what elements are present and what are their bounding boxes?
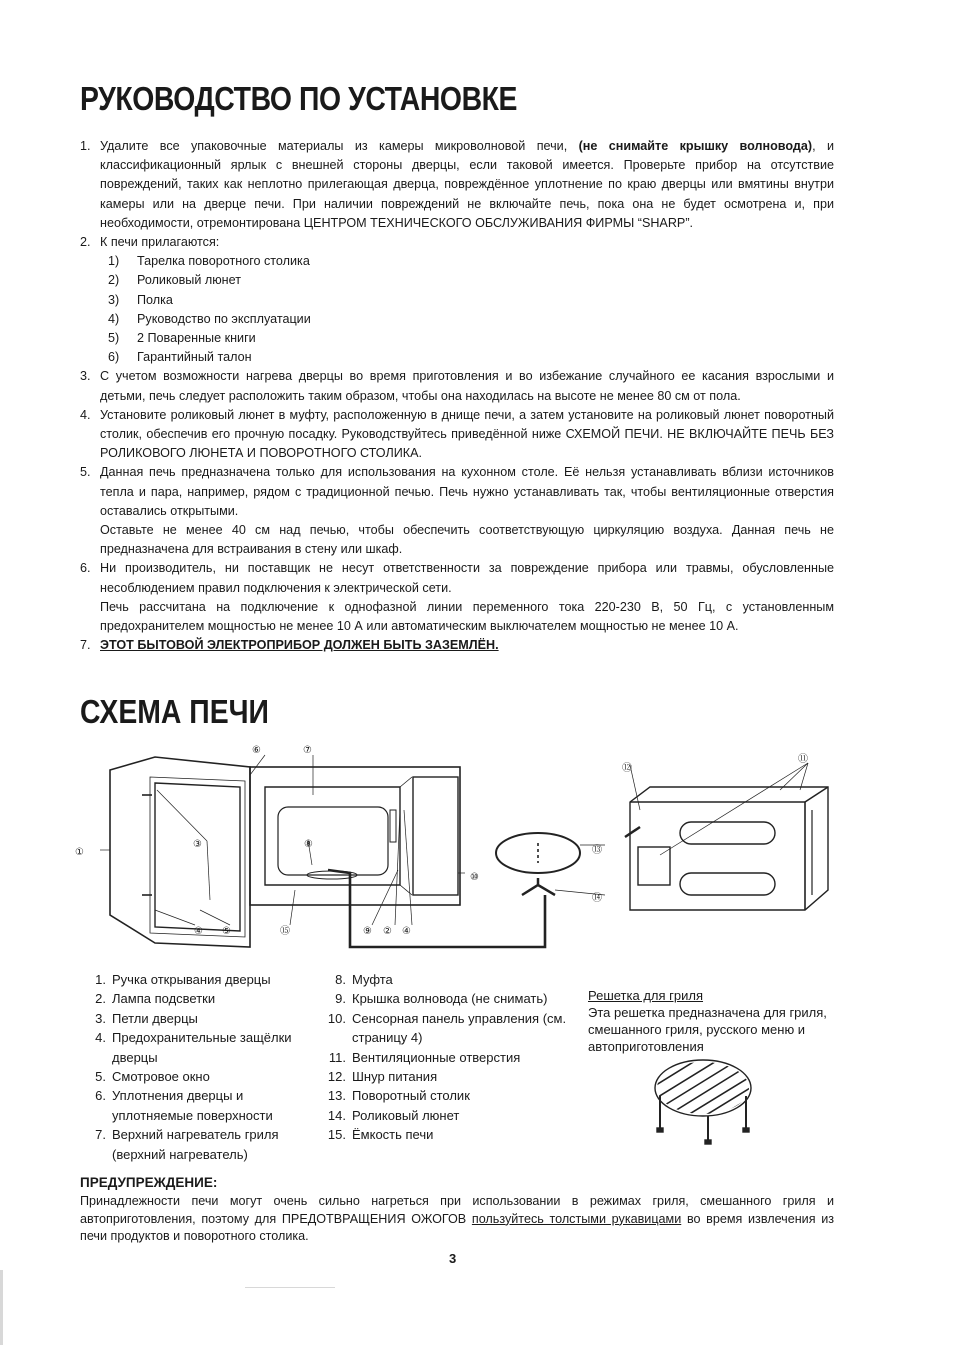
install-item-2: 2. К печи прилагаются: 1) Тарелка поворотного столика 2) Роликовый люнет 3) Полка 4) Руководство по эксплуатации 5) 2 Поваренные книги 6) Гарантийный талон bbox=[80, 233, 834, 367]
legend-left bbox=[86, 970, 306, 1164]
install-item-4: 4. Установите роликовый люнет в муфту, расположенную в днище печи, а затем установите на роликовый люнет поворотный столик, обеспечив его прочную посадку. Руководствуйтесь приведённой ниже СХЕМОЙ ПЕЧИ. НЕ ВКЛЮЧАЙТЕ ПЕЧЬ БЕЗ РОЛИКОВОГО ЛЮНЕТА И ПОВОРОТНОГО СТОЛИКА. bbox=[80, 407, 834, 461]
install-item-1-text: Удалите все упаковочные материалы из камеры микроволновой печи, bbox=[100, 139, 568, 153]
list-item: 14. Роликовый люнет bbox=[327, 1107, 460, 1123]
list-item: 5. Смотровое окно bbox=[95, 1069, 210, 1085]
warning-underlined: пользуйтесь толстыми рукавицами bbox=[471, 1211, 682, 1226]
list-item: 10. Сенсорная панель управления (см. страницу 4) bbox=[327, 1010, 567, 1046]
warning-text: Принадлежности печи могут очень сильно нагреться при использовании в режимах гриля, смешанного гриля и автоприготовления, поэтому для ПРЕДОТВРАЩЕНИЯ ОЖОГОВ пользуйтесь толстыми рукавицами во время извлечения из печи продуктов и поворотного столика. bbox=[80, 1194, 835, 1243]
list-item: 8. Муфта bbox=[335, 972, 393, 987]
list-item: 13. Поворотный столик bbox=[327, 1088, 470, 1104]
callout-9: ⑨ bbox=[363, 926, 372, 937]
door-window bbox=[155, 783, 240, 931]
list-item: 6. Уплотнения дверцы и уплотняемые поверхности bbox=[95, 1088, 273, 1123]
install-item-1-bold: (не снимайте крышку волновода) bbox=[578, 139, 813, 153]
scan-mark bbox=[245, 1287, 335, 1288]
list-item: 15. Ёмкость печи bbox=[327, 1127, 434, 1143]
list-item: 5) 2 Поваренные книги bbox=[108, 331, 256, 346]
install-item-3-text: С учетом возможности нагрева дверцы во время приготовления и во избежание случайного ее касания взрослыми и детьми, печь следует расположить таким образом, чтобы она находилась на высоте не менее 80 см от пола. bbox=[100, 369, 834, 403]
vent-openings bbox=[680, 822, 775, 844]
list-item: 1) Тарелка поворотного столика bbox=[108, 254, 310, 269]
grounding-warning: ЭТОТ БЫТОВОЙ ЭЛЕКТРОПРИБОР ДОЛЖЕН БЫТЬ ЗАЗЕМЛЁН. bbox=[100, 638, 499, 653]
install-item-5-text: Данная печь предназначена только для использования на кухонном столе. Её нельзя устанавливать вблизи источников тепла и пара, например, рядом с традиционной печью. Печь нужно устанавливать так, чтобы вентиляционные отверстия оставались открытыми. bbox=[100, 465, 834, 518]
legend-right bbox=[326, 970, 576, 1145]
callout-11: ⑪ bbox=[798, 754, 808, 765]
list-item: 9. Крышка волновода (не снимать) bbox=[335, 991, 548, 1007]
install-item-7: 7. ЭТОТ БЫТОВОЙ ЭЛЕКТРОПРИБОР ДОЛЖЕН БЫТЬ ЗАЗЕМЛЁН. bbox=[80, 638, 499, 653]
install-item-6-text-2: Печь рассчитана на подключение к однофазной линии переменного тока 220-230 В, 50 Гц, с установленным предохранителем мощностью не менее 10 А или автоматическим выключателем мощностью не менее 10 А. bbox=[100, 599, 834, 634]
callout-14: ⑭ bbox=[592, 893, 602, 904]
list-item: 4. Предохранительные защёлки дверцы bbox=[95, 1030, 292, 1065]
oven-door bbox=[110, 757, 250, 947]
page-number: 3 bbox=[449, 1251, 457, 1266]
install-list bbox=[80, 137, 834, 655]
list-item: 4) Руководство по эксплуатации bbox=[108, 311, 311, 326]
warning-title: ПРЕДУПРЕЖДЕНИЕ: bbox=[80, 1175, 218, 1190]
callout-4a: ④ bbox=[194, 926, 203, 937]
roller-ring bbox=[522, 878, 555, 895]
oven-rear-view bbox=[630, 787, 828, 910]
install-item-2-text: К печи прилагаются: bbox=[100, 235, 220, 250]
turntable bbox=[496, 833, 580, 873]
accessories-list bbox=[100, 252, 834, 367]
install-item-3: 3. С учетом возможности нагрева дверцы во время приготовления и во избежание случайного ее касания взрослыми и детьми, печь следует расположить таким образом, чтобы она находилась на высоте не менее 80 см от пола. bbox=[80, 369, 834, 403]
install-item-6-text: Ни производитель, ни поставщик не несут ответственности за повреждение прибора или травмы, обусловленные несоблюдением правил подключения к электрической сети. bbox=[100, 561, 834, 595]
list-item: 7. Верхний нагреватель гриля (верхний нагреватель) bbox=[95, 1127, 279, 1162]
callout-10: ⑩ bbox=[470, 872, 479, 883]
oven-diagram bbox=[60, 735, 840, 965]
callout-13: ⑬ bbox=[592, 845, 602, 856]
list-item: 6) Гарантийный талон bbox=[108, 350, 252, 365]
callout-12: ⑫ bbox=[622, 763, 632, 774]
grill-rack-title: Решетка для гриля bbox=[588, 988, 704, 1003]
grill-rack-text: Эта решетка предназначена для гриля, смешанного гриля, русского меню и автоприготовления bbox=[588, 1005, 827, 1054]
install-item-1: 1. Удалите все упаковочные материалы из камеры микроволновой печи, (не снимайте крышку волновода), и классификационный ярлык с внешней стороны дверцы, если таковой имеется. Проверьте прибор на отсутствие повреждений, таких как неплотно прилегающая дверца, повреждённое уплотнение по краю дверцы или вмятины внутри камеры или на дверце печи. При наличии повреждений не включайте печь, пока она не будет осмотрена и, при необходимости, отремонтирована ЦЕНТРОМ ТЕХНИЧЕСКОГО ОБСЛУЖИВАНИЯ ФИРМЫ “SHARP”. bbox=[80, 139, 834, 230]
callout-8: ⑧ bbox=[304, 839, 313, 850]
grill-rack-note bbox=[588, 987, 840, 1055]
control-panel bbox=[413, 777, 458, 895]
list-item: 3. Петли дверцы bbox=[95, 1010, 198, 1026]
callout-5: ⑤ bbox=[222, 926, 231, 937]
list-item: 11. Вентиляционные отверстия bbox=[328, 1049, 521, 1065]
callout-1: ① bbox=[75, 847, 84, 858]
list-item: 2) Роликовый люнет bbox=[108, 273, 241, 288]
install-title: РУКОВОДСТВО ПО УСТАНОВКЕ bbox=[80, 80, 518, 117]
list-item: 3) Полка bbox=[108, 292, 173, 307]
list-item: 1. Ручка открывания дверцы bbox=[95, 972, 271, 987]
list-item: 12. Шнур питания bbox=[327, 1069, 438, 1085]
install-item-5-text-2: Оставьте не менее 40 см над печью, чтобы обеспечить соответствующую циркуляцию воздуха. Данная печь не предназначена для встраивания в стену или шкаф. bbox=[100, 523, 834, 557]
callout-2: ② bbox=[383, 926, 392, 937]
scheme-title: СХЕМА ПЕЧИ bbox=[80, 693, 269, 730]
install-item-1-rest: , и классификационный ярлык с внешней стороны дверцы, если таковой имеется. Проверьте прибор на отсутствие повреждений, таких как неплотно прилегающая дверца, повреждённое уплотнение по краю дверцы или вмятины внутри камеры или на дверце печи. При наличии повреждений не включайте печь, пока она не будет осмотрена и, при необходимости, отремонтирована ЦЕНТРОМ ТЕХНИЧЕСКОГО ОБСЛУЖИВАНИЯ ФИРМЫ “SHARP”. bbox=[100, 139, 834, 230]
install-item-4-text: Установите роликовый люнет в муфту, расположенную в днище печи, а затем установите на роликовый люнет поворотный столик, обеспечив его прочную посадку. Руководствуйтесь приведённой ниже СХЕМОЙ ПЕЧИ. НЕ ВКЛЮЧАЙТЕ ПЕЧЬ БЕЗ РОЛИКОВОГО ЛЮНЕТА И ПОВОРОТНОГО СТОЛИКА. bbox=[100, 407, 834, 461]
scan-edge bbox=[0, 1270, 3, 1345]
callout-4b: ④ bbox=[402, 926, 411, 937]
list-item: 2. Лампа подсветки bbox=[95, 991, 216, 1007]
install-item-6: 6. Ни производитель, ни поставщик не несут ответственности за повреждение прибора или травмы, обусловленные несоблюдением правил подключения к электрической сети. Печь рассчитана на подключение к однофазной линии переменного тока 220-230 В, 50 Гц, с установленным предохранителем мощностью не менее 10 А или автоматическим выключателем мощностью не менее 10 А. bbox=[80, 559, 834, 636]
callout-7: ⑦ bbox=[303, 745, 312, 756]
callout-15: ⑮ bbox=[280, 926, 290, 937]
callout-6: ⑥ bbox=[252, 745, 261, 756]
oven-body bbox=[250, 767, 460, 905]
grill-rack-illustration bbox=[648, 1058, 758, 1148]
callout-3: ③ bbox=[193, 839, 202, 850]
install-item-5: 5. Данная печь предназначена только для использования на кухонном столе. Её нельзя устанавливать вблизи источников тепла и пара, например, рядом с традиционной печью. Печь нужно устанавливать так, чтобы вентиляционные отверстия оставались открытыми. Оставьте не менее 40 см над печью, чтобы обеспечить соответствующую циркуляцию воздуха. Данная печь не предназначена для встраивания в стену или шкаф. bbox=[80, 463, 834, 559]
